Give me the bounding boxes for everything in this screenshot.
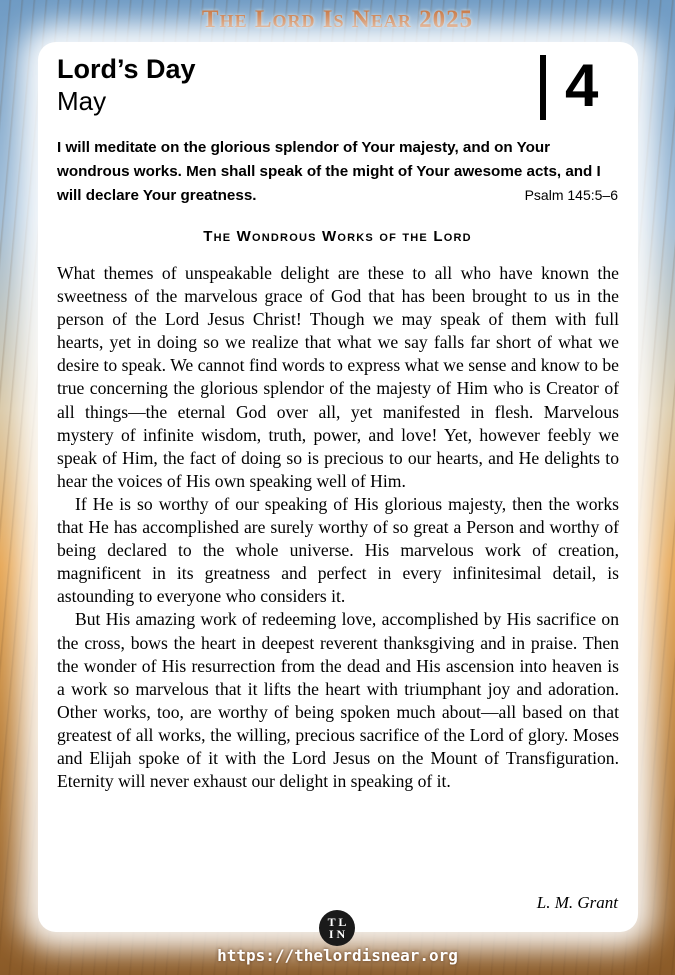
- article-paragraph-1: What themes of unspeakable delight are these to all who have known the sweetness of the marvelous grace of God that has been brought to us in the person of the Lord Jesus Christ! Though we may speak of them with full hearts, yet in doing so we realize that what we say falls far short of what we desire to speak. We cannot find words to express what we sense and know to be true concerning the glorious splendor of the majesty of Him who is Creator of all things—the eternal God over all, yet manifested in flesh. Marvelous mystery of infinite wisdom, truth, power, and love! Yet, however feebly we speak of Him, the fact of doing so is precious to our hearts, and He delights to hear the voices of His own speaking well of Him.: [57, 263, 619, 491]
- scripture-verse: I will meditate on the glorious splendor of Your majesty, and on Your wondrous works. Men shall speak of the might of Your awesome acts, and I will declare Your greatness.: [57, 139, 601, 204]
- article-author: L. M. Grant: [536, 893, 618, 912]
- date-divider: [540, 55, 546, 120]
- publication-title: The Lord Is Near 2025: [201, 6, 474, 33]
- article-title: The Wondrous Works of the Lord: [203, 228, 472, 245]
- month-name: May: [57, 86, 107, 116]
- logo-line-bottom: I N: [328, 927, 346, 941]
- article-paragraph-3: But His amazing work of redeeming love, accomplished by His sacrifice on the cross, bows the heart in deepest reverent thanksgiving and in praise. Then the wonder of His resurrection from the dead and His ascension into heaven is a work so marvelous that it lifts the heart with triumphant joy and adoration. Other works, too, are worthy of being spoken much about—all based on that greatest of all works, the willing, precious sacrifice of the Lord of glory. Moses and Elijah spoke of it with the Lord Jesus on the Mount of Transfiguration. Eternity will never exhaust our delight in speaking of it.: [57, 609, 619, 792]
- day-number: 4: [565, 52, 599, 119]
- logo-line-top: T L: [327, 915, 347, 929]
- article-paragraph-2: If He is so worthy of our speaking of His glorious majesty, then the works that He has accomplished are surely worthy of so great a Person and worthy of being declared to the whole universe. His marvelous work of creation, magnificent in its greatness and perfect in every infinitesimal detail, is astounding to everyone who considers it.: [57, 493, 619, 607]
- article-body: [57, 262, 619, 793]
- tlin-logo-icon: [319, 910, 355, 946]
- scripture-reference: Psalm 145:5–6: [524, 187, 618, 203]
- website-link[interactable]: https://thelordisnear.org: [217, 946, 458, 965]
- day-name: Lord’s Day: [57, 54, 196, 84]
